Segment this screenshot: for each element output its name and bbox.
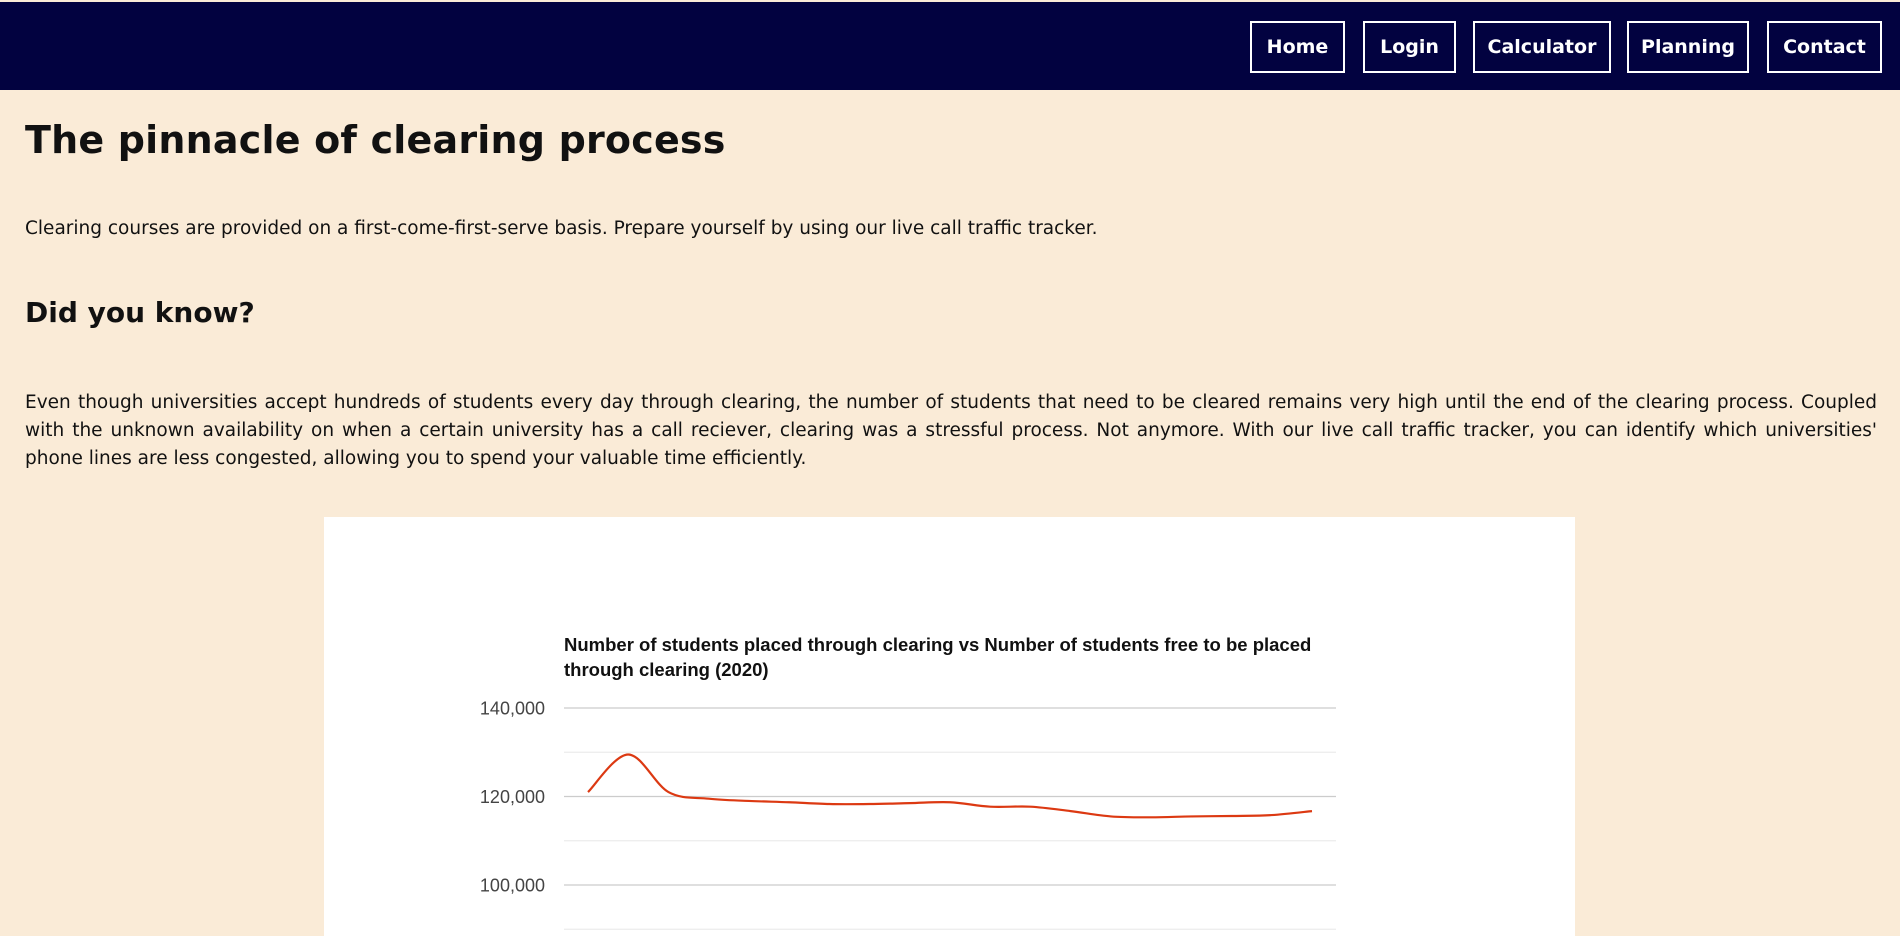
series-line — [588, 754, 1312, 817]
intro-text: Clearing courses are provided on a first-come-first-serve basis. Prepare yourself by using our live call traffic tracker. — [25, 218, 1098, 239]
chart-card — [324, 517, 1575, 936]
page-title: The pinnacle of clearing process — [25, 118, 726, 162]
nav-calculator-button[interactable]: Calculator — [1473, 21, 1611, 73]
y-tick-label: 140,000 — [479, 698, 545, 719]
nav-planning-button[interactable]: Planning — [1627, 21, 1749, 73]
nav-home-button[interactable]: Home — [1250, 21, 1345, 73]
chart-title-line: Number of students placed through clearing vs Number of students free to be placed — [564, 634, 1312, 655]
nav-login-button[interactable]: Login — [1363, 21, 1456, 73]
line-chart — [324, 517, 1575, 936]
y-tick-label: 120,000 — [479, 787, 545, 807]
top-navbar — [0, 2, 1900, 90]
chart-title-line: through clearing (2020) — [564, 659, 769, 680]
did-you-know-heading: Did you know? — [25, 296, 255, 329]
body-paragraph: Even though universities accept hundreds of students every day through clearing, the number of students that need to be cleared remains very high until the end of the clearing process. Coupled with the unknown availability on when a certain university has a call reciever, clearing was a stressful process. Not anymore. With our live call traffic tracker, you can identify which universities' phone lines are less congested, allowing you to spend your valuable time efficiently. — [25, 392, 1877, 469]
y-tick-label: 100,000 — [479, 875, 545, 896]
nav-contact-button[interactable]: Contact — [1767, 21, 1882, 73]
